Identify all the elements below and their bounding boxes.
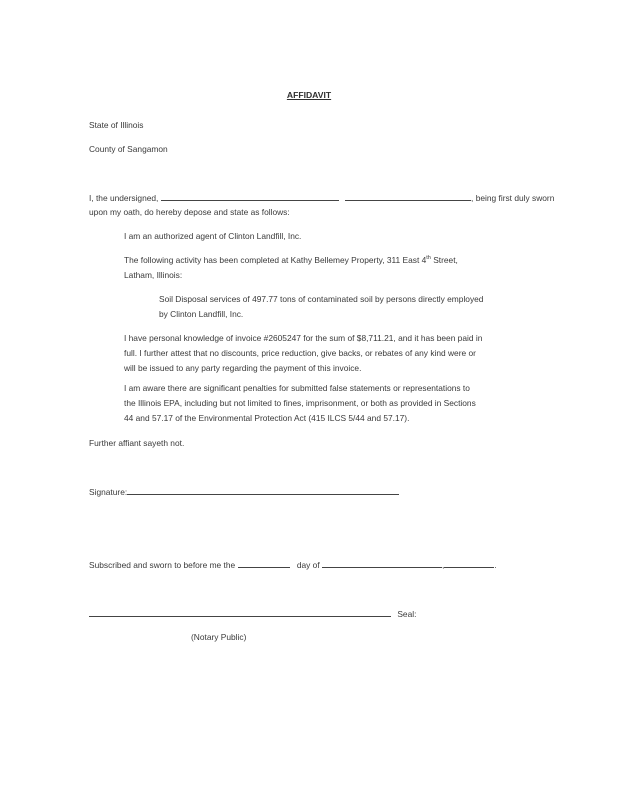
penalty-line-1: I am aware there are significant penalties for submitted false statements or representations to xyxy=(124,383,470,393)
activity-line-1 xyxy=(124,255,458,265)
intro-text-start: I, the undersigned, xyxy=(89,193,159,203)
county-line: County of Sangamon xyxy=(89,144,168,154)
date-comma: , xyxy=(442,560,445,570)
name-blank-2[interactable] xyxy=(345,191,471,201)
intro-text-end: , being first duly sworn xyxy=(471,193,555,203)
penalty-line-3: 44 and 57.17 of the Environmental Protection Act (415 ILCS 5/44 and 57.17). xyxy=(124,413,410,423)
year-blank[interactable] xyxy=(444,558,497,570)
subscribed-line xyxy=(89,558,497,570)
further-affiant: Further affiant sayeth not. xyxy=(89,438,185,448)
signature-label: Signature: xyxy=(89,487,128,497)
activity-line-2: Latham, Illinois: xyxy=(124,270,183,280)
month-blank[interactable] xyxy=(322,558,445,570)
agent-statement: I am an authorized agent of Clinton Landfill, Inc. xyxy=(124,231,302,241)
knowledge-line-1: I have personal knowledge of invoice #2605247 for the sum of $8,711.21, and it has been paid in xyxy=(124,333,483,343)
date-period: . xyxy=(494,560,497,570)
seal-label: Seal: xyxy=(397,609,417,619)
activity-street: Street, xyxy=(430,255,458,265)
activity-superscript: th xyxy=(426,255,431,262)
state-line: State of Illinois xyxy=(89,120,144,130)
service-line-2: by Clinton Landfill, Inc. xyxy=(159,309,244,319)
service-line-1: Soil Disposal services of 497.77 tons of contaminated soil by persons directly employed xyxy=(159,294,484,304)
document-title: AFFIDAVIT xyxy=(286,90,332,100)
notary-signature-blank[interactable] xyxy=(89,607,391,617)
subscribed-text: Subscribed and sworn to before me the xyxy=(89,560,236,570)
notary-public-label: (Notary Public) xyxy=(191,632,247,642)
intro-line-2: upon my oath, do hereby depose and state as follows: xyxy=(89,207,290,217)
notary-signature-line xyxy=(89,607,416,619)
intro-line xyxy=(89,191,554,203)
day-of-text: day of xyxy=(296,560,320,570)
activity-text: The following activity has been completed at Kathy Bellemey Property, 311 East 4 xyxy=(124,255,427,265)
name-blank-1[interactable] xyxy=(161,191,339,201)
day-blank[interactable] xyxy=(238,558,290,568)
signature-blank[interactable] xyxy=(127,485,399,495)
penalty-line-2: the Illinois EPA, including but not limited to fines, imprisonment, or both as provided in Sections xyxy=(124,398,476,408)
knowledge-line-2: full. I further attest that no discounts, price reduction, give backs, or rebates of any kind were or xyxy=(124,348,476,358)
knowledge-line-3: will be issued to any party regarding the payment of this invoice. xyxy=(124,363,362,373)
signature-line xyxy=(89,485,399,497)
